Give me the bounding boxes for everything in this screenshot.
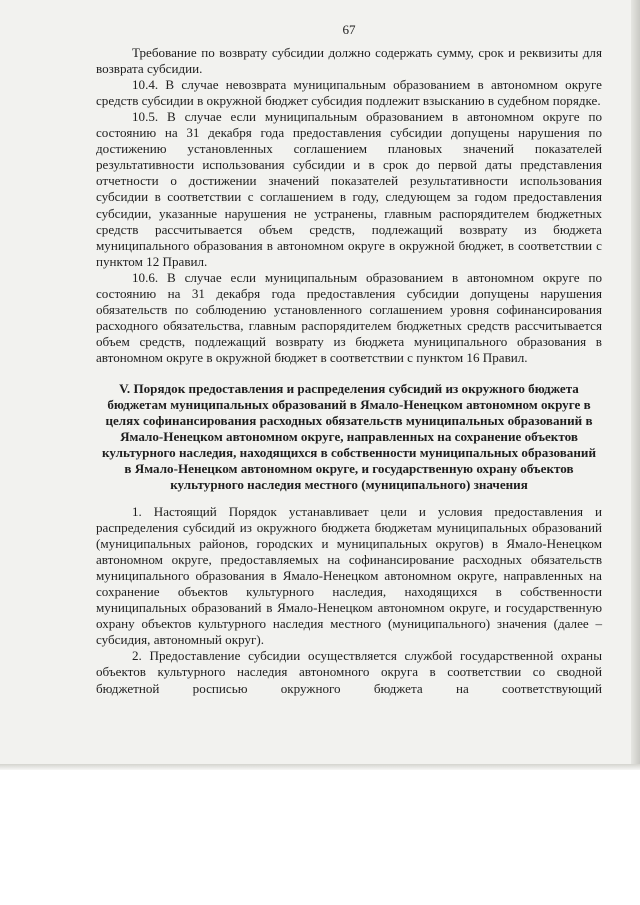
page-number: 67 [342, 22, 356, 37]
paragraph-2: 2. Предоставление субсидии осуществляется службой государственной охраны объектов культурного наследия автономного округа в соответствии со сводной бюджетной росписью окружного бюджета на соответствующий [96, 648, 602, 696]
paragraph-10-5: 10.5. В случае если муниципальным образованием в автономном округе по состоянию на 31 декабря года предоставления субсидии допущены нарушения по достижению установленных соглашением плановых значений показателей результативности использования субсидии и в срок до первой даты представления отчетности о достижении значений показателей результативности использования субсидии в соответствии с соглашением в году, следующем за годом предоставления субсидии, указанные нарушения не устранены, главным распорядителем бюджетных средств рассчитывается объем средств, подлежащий возврату из бюджета муниципального образования в автономном округе в окружной бюджет, в соответствии с пунктом 12 Правил. [96, 109, 602, 269]
scan-bottom-edge [0, 764, 640, 770]
scan-shadow-edge [631, 0, 640, 768]
paragraph-10-4: 10.4. В случае невозврата муниципальным образованием в автономном округе средств субсидии в окружной бюджет субсидия подлежит взысканию в судебном порядке. [96, 77, 602, 109]
paragraph-requirement: Требование по возврату субсидии должно содержать сумму, срок и реквизиты для возврата субсидии. [96, 45, 602, 77]
document-page [96, 22, 602, 697]
paragraph-10-6: 10.6. В случае если муниципальным образованием в автономном округе по состоянию на 31 декабря года предоставления субсидии допущены нарушения обязательств по соблюдению установленного соглашением уровня софинансирования расходного обязательства, главным распорядителем бюджетных средств рассчитывается объем средств, подлежащий возврату из бюджета муниципального образования в автономном округе в окружной бюджет в соответствии с пунктом 16 Правил. [96, 269, 602, 365]
section-heading: V. Порядок предоставления и распределения субсидий из окружного бюджета бюджетам муниципальных образований в Ямало-Ненецком автономном округе в целях софинансирования расходных обязательств муниципальных образований в Ямало-Ненецком автономном округе, направленных на сохранение объектов культурного наследия, находящихся в собственности муниципальных образований в Ямало-Ненецком автономном округе, и государственную охрану объектов культурного наследия местного (муниципального) значения [102, 380, 596, 492]
paragraph-1: 1. Настоящий Порядок устанавливает цели и условия предоставления и распределения субсидий из окружного бюджета бюджетам муниципальных образований (муниципальных районов, городских и муниципальных округов) в Ямало-Ненецком автономном округе, предоставляемых на софинансирование расходных обязательств муниципального образования в Ямало-Ненецком автономном округе, направленных на сохранение объектов культурного наследия, находящихся в собственности муниципальных образований в Ямало-Ненецком автономном округе, и государственную охрану объектов культурного наследия местного (муниципального) значения (далее – субсидия, автономный округ). [96, 503, 602, 648]
